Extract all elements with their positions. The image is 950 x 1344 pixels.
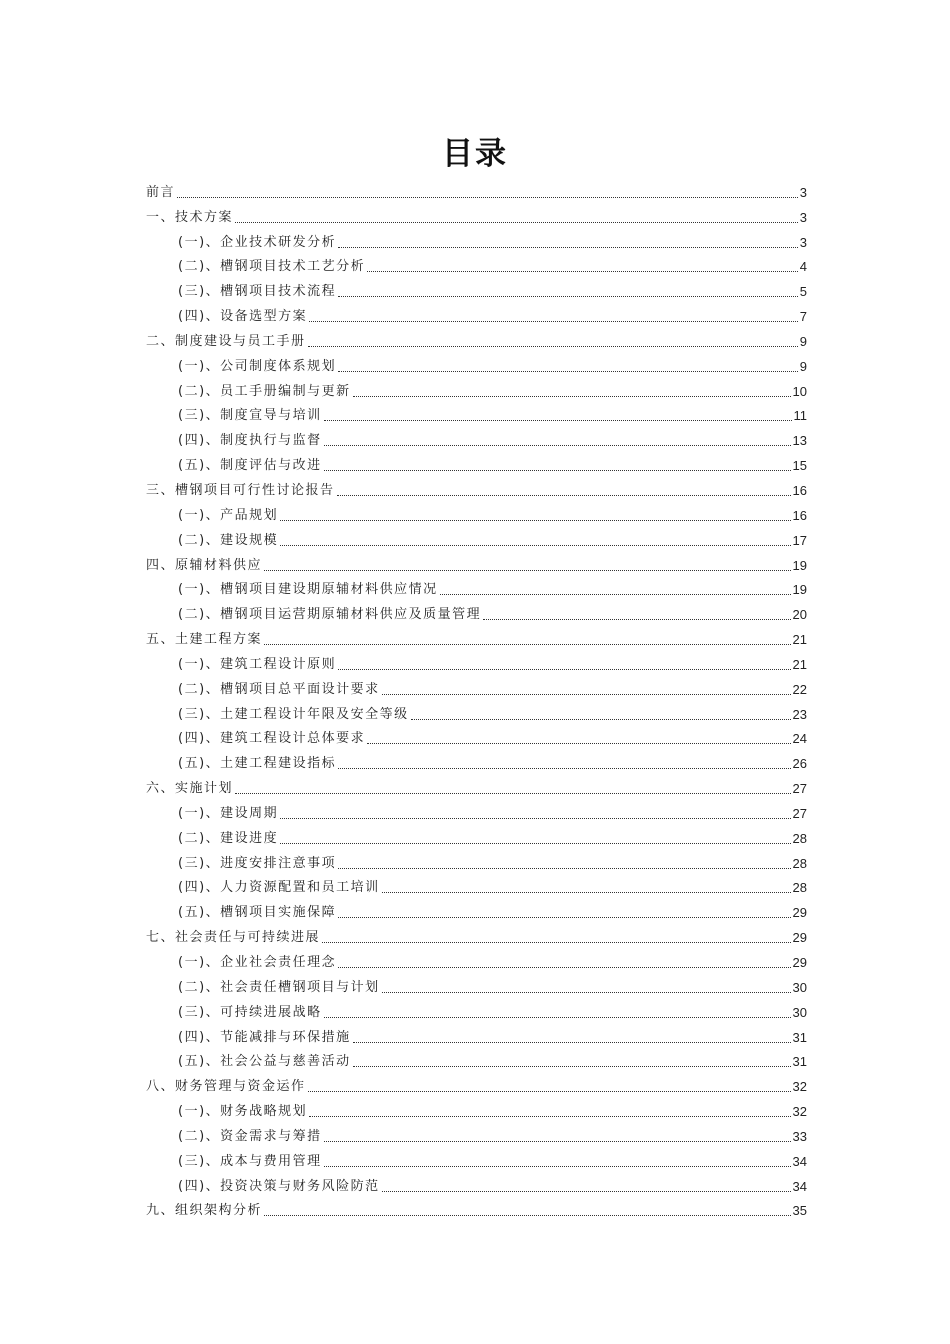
- toc-title: 目录: [442, 136, 508, 172]
- toc-page-number: 21: [792, 632, 807, 648]
- dot-leader: [324, 1017, 791, 1018]
- toc-entry-label: 一、技术方案: [146, 209, 234, 225]
- dot-leader: [324, 420, 792, 421]
- toc-page-number: 29: [792, 930, 807, 946]
- toc-entry[interactable]: [146, 1195, 807, 1220]
- dot-leader: [280, 818, 790, 819]
- toc-entry-label: (一)、产品规划: [178, 507, 279, 523]
- dot-leader: [308, 1091, 791, 1092]
- toc-subentry[interactable]: [146, 226, 807, 251]
- toc-subentry[interactable]: [146, 1095, 807, 1120]
- dot-leader: [440, 594, 791, 595]
- toc-entry-label: (四)、制度执行与监督: [178, 433, 322, 449]
- toc-subentry[interactable]: [146, 797, 807, 822]
- dot-leader: [338, 917, 790, 918]
- toc-entry[interactable]: [146, 772, 807, 797]
- dot-leader: [367, 743, 790, 744]
- toc-page-number: 32: [792, 1079, 807, 1095]
- dot-leader: [411, 719, 791, 720]
- dot-leader: [324, 470, 791, 471]
- toc-page-number: 27: [792, 781, 807, 797]
- toc-entry-label: (三)、进度安排注意事项: [178, 855, 337, 871]
- dot-leader: [280, 843, 790, 844]
- toc-page-number: 10: [792, 383, 807, 399]
- toc-entry-label: (一)、财务战略规划: [178, 1104, 308, 1120]
- toc-entry-label: (三)、制度宣导与培训: [178, 408, 322, 424]
- toc-entry-label: 八、财务管理与资金运作: [146, 1079, 306, 1095]
- toc-subentry[interactable]: [146, 574, 807, 599]
- toc-page-number: 23: [792, 706, 807, 722]
- dot-leader: [309, 321, 798, 322]
- toc-page-number: 16: [792, 507, 807, 523]
- toc-entry-label: (二)、资金需求与筹措: [178, 1128, 322, 1144]
- toc-page-number: 30: [792, 1004, 807, 1020]
- toc-entry-label: (三)、成本与费用管理: [178, 1153, 322, 1169]
- toc-entry-label: 六、实施计划: [146, 781, 234, 797]
- dot-leader: [324, 445, 791, 446]
- toc-entry-label: (一)、企业技术研发分析: [178, 234, 337, 250]
- toc-page-number: 24: [792, 731, 807, 747]
- dot-leader: [338, 967, 790, 968]
- toc-subentry[interactable]: [146, 251, 807, 276]
- toc-subentry[interactable]: [146, 400, 807, 425]
- toc-subentry[interactable]: [146, 275, 807, 300]
- toc-entry-label: (五)、制度评估与改进: [178, 458, 322, 474]
- dot-leader: [338, 296, 798, 297]
- toc-entry-label: (一)、建筑工程设计原则: [178, 656, 337, 672]
- toc-page-number: 28: [792, 830, 807, 846]
- toc-page-number: 28: [792, 855, 807, 871]
- dot-leader: [309, 1116, 790, 1117]
- dot-leader: [382, 992, 791, 993]
- dot-leader: [338, 371, 798, 372]
- toc-entry-label: (三)、可持续进展战略: [178, 1004, 322, 1020]
- dot-leader: [324, 1166, 791, 1167]
- toc-page-number: 3: [799, 184, 807, 200]
- toc-subentry[interactable]: [146, 698, 807, 723]
- toc-entry[interactable]: [146, 1070, 807, 1095]
- toc-page-number: 21: [792, 656, 807, 672]
- toc-entry-label: (三)、土建工程设计年限及安全等级: [178, 706, 409, 722]
- toc-page-number: 28: [792, 880, 807, 896]
- toc-entry[interactable]: [146, 176, 807, 201]
- toc-page-number: 26: [792, 756, 807, 772]
- toc-subentry[interactable]: [146, 524, 807, 549]
- toc-subentry[interactable]: [146, 1021, 807, 1046]
- toc-page-number: 13: [792, 433, 807, 449]
- toc-subentry[interactable]: [146, 598, 807, 623]
- toc-subentry[interactable]: [146, 747, 807, 772]
- toc-entry-label: (一)、企业社会责任理念: [178, 955, 337, 970]
- dot-leader: [235, 793, 791, 794]
- toc-page-number: 29: [792, 905, 807, 921]
- toc-entry-label: 七、社会责任与可持续进展: [146, 930, 321, 946]
- toc-subentry[interactable]: [146, 872, 807, 897]
- dot-leader: [382, 694, 791, 695]
- toc-entry-label: (四)、人力资源配置和员工培训: [178, 880, 380, 896]
- dot-leader: [367, 271, 798, 272]
- dot-leader: [324, 1141, 791, 1142]
- toc-entry-label: (二)、员工手册编制与更新: [178, 383, 351, 399]
- dot-leader: [264, 1215, 791, 1216]
- toc-entry[interactable]: [146, 921, 807, 946]
- toc-entry[interactable]: [146, 325, 807, 350]
- toc-entry-label: (二)、槽钢项目总平面设计要求: [178, 681, 380, 697]
- dot-leader: [235, 222, 798, 223]
- toc-entry-label: (一)、公司制度体系规划: [178, 358, 337, 374]
- toc-entry[interactable]: [146, 474, 807, 499]
- toc-entry-label: (二)、建设进度: [178, 830, 279, 846]
- toc-entry-label: (四)、节能减排与环保措施: [178, 1029, 351, 1045]
- toc-subentry[interactable]: [146, 1120, 807, 1145]
- dot-leader: [338, 247, 798, 248]
- toc-page-number: 5: [799, 284, 807, 300]
- table-of-contents: [146, 176, 807, 1219]
- dot-leader: [353, 1066, 791, 1067]
- dot-leader: [382, 1191, 791, 1192]
- toc-entry-label: (四)、建筑工程设计总体要求: [178, 731, 366, 747]
- dot-leader: [382, 892, 791, 893]
- toc-page-number: 22: [792, 681, 807, 697]
- toc-entry-label: (一)、建设周期: [178, 805, 279, 821]
- toc-page-number: 34: [792, 1178, 807, 1194]
- dot-leader: [353, 1042, 791, 1043]
- toc-page-number: 32: [792, 1104, 807, 1120]
- toc-subentry[interactable]: [146, 499, 807, 524]
- toc-entry-label: (五)、槽钢项目实施保障: [178, 905, 337, 921]
- toc-entry-label: (二)、建设规模: [178, 532, 279, 548]
- toc-subentry[interactable]: [146, 723, 807, 748]
- toc-entry-label: (二)、社会责任槽钢项目与计划: [178, 979, 380, 995]
- toc-subentry[interactable]: [146, 300, 807, 325]
- toc-page-number: 20: [792, 607, 807, 623]
- toc-page-number: 17: [792, 532, 807, 548]
- toc-entry-label: 五、土建工程方案: [146, 632, 263, 648]
- dot-leader: [338, 669, 790, 670]
- toc-page-number: 31: [792, 1054, 807, 1070]
- toc-subentry[interactable]: [146, 996, 807, 1021]
- toc-page-number: 16: [792, 482, 807, 498]
- toc-subentry[interactable]: [146, 375, 807, 400]
- toc-entry-label: 二、制度建设与员工手册: [146, 333, 306, 349]
- toc-entry-label: (二)、槽钢项目技术工艺分析: [178, 259, 366, 275]
- dot-leader: [264, 570, 791, 571]
- toc-subentry[interactable]: [146, 822, 807, 847]
- toc-page-number: 30: [792, 979, 807, 995]
- toc-entry[interactable]: [146, 201, 807, 226]
- toc-page-number: 27: [792, 805, 807, 821]
- toc-page-number: 33: [792, 1128, 807, 1144]
- toc-page-number: 19: [792, 582, 807, 598]
- toc-subentry[interactable]: [146, 1170, 807, 1195]
- toc-subentry[interactable]: [146, 847, 807, 872]
- toc-entry-label: 三、槽钢项目可行性讨论报告: [146, 482, 335, 498]
- toc-page-number: 29: [792, 955, 807, 970]
- toc-page-number: 34: [792, 1153, 807, 1169]
- toc-page-number: 9: [799, 333, 807, 349]
- dot-leader: [338, 768, 790, 769]
- dot-leader: [338, 868, 790, 869]
- toc-entry-label: (五)、土建工程建设指标: [178, 756, 337, 772]
- toc-page-number: 15: [792, 458, 807, 474]
- toc-entry-label: (四)、设备选型方案: [178, 309, 308, 325]
- toc-page-number: 19: [792, 557, 807, 573]
- toc-page-number: 9: [799, 358, 807, 374]
- dot-leader: [280, 520, 790, 521]
- toc-page-number: 11: [793, 408, 807, 424]
- toc-entry-label: (二)、槽钢项目运营期原辅材料供应及质量管理: [178, 607, 482, 623]
- toc-page-number: 3: [799, 209, 807, 225]
- dot-leader: [264, 644, 791, 645]
- toc-page-number: 31: [792, 1029, 807, 1045]
- toc-entry-label: 九、组织架构分析: [146, 1203, 263, 1219]
- dot-leader: [322, 942, 791, 943]
- toc-subentry[interactable]: [146, 449, 807, 474]
- toc-subentry[interactable]: [146, 1145, 807, 1170]
- dot-leader: [353, 396, 791, 397]
- dot-leader: [280, 545, 790, 546]
- dot-leader: [308, 346, 798, 347]
- toc-entry[interactable]: [146, 549, 807, 574]
- toc-page-number: 3: [799, 234, 807, 250]
- toc-entry-label: 前言: [146, 184, 176, 200]
- toc-entry[interactable]: [146, 623, 807, 648]
- toc-entry-label: 四、原辅材料供应: [146, 557, 263, 573]
- dot-leader: [483, 619, 790, 620]
- toc-subentry[interactable]: [146, 350, 807, 375]
- toc-subentry[interactable]: [146, 971, 807, 996]
- toc-entry-label: (五)、社会公益与慈善活动: [178, 1054, 351, 1070]
- dot-leader: [337, 495, 791, 496]
- toc-page-number: 7: [799, 309, 807, 325]
- toc-page-number: 35: [792, 1203, 807, 1219]
- toc-entry-label: (一)、槽钢项目建设期原辅材料供应情况: [178, 582, 438, 598]
- toc-subentry[interactable]: [146, 896, 807, 921]
- toc-entry-label: (四)、投资决策与财务风险防范: [178, 1178, 380, 1194]
- toc-subentry[interactable]: [146, 648, 807, 673]
- toc-subentry[interactable]: [146, 1046, 807, 1071]
- toc-subentry[interactable]: [146, 424, 807, 449]
- dot-leader: [177, 197, 798, 198]
- toc-page-number: 4: [799, 259, 807, 275]
- toc-subentry[interactable]: [146, 946, 807, 971]
- toc-subentry[interactable]: [146, 673, 807, 698]
- toc-entry-label: (三)、槽钢项目技术流程: [178, 284, 337, 300]
